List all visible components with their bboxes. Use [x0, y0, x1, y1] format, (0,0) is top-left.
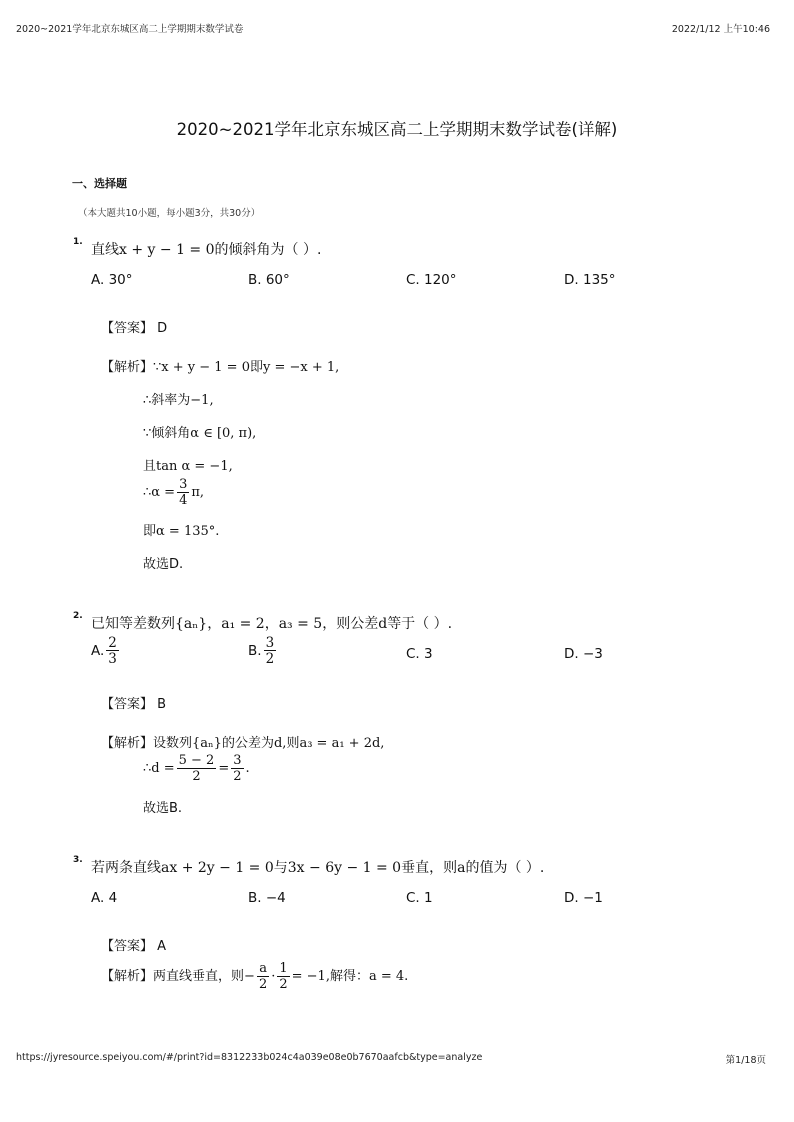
question-number: 3. — [73, 855, 83, 865]
question-2-stem — [91, 613, 452, 633]
q3-post: 的值为（ ）. — [465, 860, 545, 876]
q3-option-a: A. 4 — [91, 890, 118, 906]
q2-l1-a: 设数列 — [153, 736, 193, 751]
q2-seq: {aₙ} — [175, 616, 208, 632]
q1-equation: x + y − 1 = 0 — [119, 242, 215, 258]
q1-fraction — [177, 478, 189, 507]
q3-frac2-num: 1 — [279, 961, 288, 976]
footer-page-number: 第1/18页 — [725, 1055, 766, 1066]
q2-frac1-num: 5 − 2 — [178, 753, 215, 768]
q3-l1-e: a = 4. — [368, 969, 409, 985]
q1-l6-b: α = 135°. — [156, 524, 220, 539]
q1-l3-b: α ∈ [0, π), — [190, 426, 257, 441]
q3-fraction-2 — [277, 962, 289, 991]
q1-frac-den: 4 — [179, 492, 188, 508]
q1-analysis-line-2 — [143, 389, 214, 408]
header-doc-title: 2020~2021学年北京东城区高二上学期期末数学试卷 — [16, 24, 244, 35]
q1-analysis-line-5 — [143, 478, 204, 507]
q3-mid: 与 — [273, 860, 288, 876]
q2-fraction-2 — [231, 754, 243, 783]
q3-pre: 若两条直线 — [91, 860, 161, 876]
answer-tag: 【答案】 — [101, 939, 154, 954]
q1-l1-c: y = −x + 1, — [263, 360, 340, 375]
q2-opt-b-fraction — [264, 636, 277, 666]
q2-answer-value: B — [157, 697, 167, 712]
q2-option-a — [91, 636, 121, 666]
q1-analysis-line-6 — [143, 520, 219, 539]
q2-l1-d: d, — [273, 736, 287, 751]
q3-l1-b: − — [244, 969, 255, 985]
q1-analysis-line-3 — [143, 422, 256, 441]
q1-post: 的倾斜角为（ ）. — [214, 242, 322, 258]
answer-tag: 【答案】 — [101, 321, 154, 336]
q1-option-c: C. 120° — [406, 272, 457, 288]
q1-option-a: A. 30° — [91, 272, 133, 288]
q3-eq2: 3x − 6y − 1 = 0 — [287, 860, 402, 876]
footer-url: https://jyresource.speiyou.com/#/print?id=8312233b024c4a039e08e0b7670aafcb&type=analyze — [16, 1052, 483, 1063]
q2-option-d: D. −3 — [564, 646, 603, 662]
q2-l2-eq: = — [218, 761, 230, 777]
q2-frac2-den: 2 — [233, 768, 242, 784]
q2-cond: a₁ = 2，a₃ = 5 — [221, 616, 323, 632]
question-number: 1. — [73, 237, 83, 247]
q3-l1-a: 两直线垂直，则 — [153, 969, 245, 985]
q1-option-d: D. 135° — [564, 272, 616, 288]
q3-option-d: D. −1 — [564, 890, 603, 906]
q1-l4-a: 且 — [143, 459, 157, 474]
q2-opt-b-label: B. — [248, 643, 262, 660]
q1-l5-a: ∴α = — [143, 485, 176, 501]
q1-l1-b: 即 — [249, 360, 263, 375]
q1-analysis-line-7: 故选D. — [143, 557, 184, 572]
q2-option-b — [248, 636, 278, 666]
q1-pre: 直线 — [91, 242, 119, 258]
q1-l1-a: ∵x + y − 1 = 0 — [153, 360, 250, 375]
q1-l6-a: 即 — [143, 524, 157, 539]
analysis-tag: 【解析】 — [101, 360, 154, 375]
q1-l2-b: −1, — [190, 393, 214, 408]
question-number: 2. — [73, 611, 83, 621]
q2-l1-c: 的公差为 — [221, 736, 274, 751]
q3-answer — [101, 935, 166, 954]
q2-mid2: ，则公差 — [322, 616, 379, 632]
q1-l4-b: tan α = −1, — [156, 459, 233, 474]
q2-opt-b-den: 2 — [265, 651, 275, 668]
q2-fraction-1 — [177, 754, 217, 783]
q1-l3-a: ∵倾斜角 — [143, 426, 191, 441]
q2-analysis-line-2 — [143, 754, 250, 783]
q2-frac1-den: 2 — [177, 768, 217, 784]
q3-fraction-1 — [257, 962, 269, 991]
q3-mid2: 垂直，则 — [401, 860, 458, 876]
q3-answer-value: A — [157, 939, 167, 954]
q1-option-b: B. 60° — [248, 272, 290, 288]
q2-d: d — [378, 616, 388, 632]
q2-analysis-line-1 — [101, 732, 384, 751]
q2-post: 等于（ ）. — [387, 616, 453, 632]
q2-opt-a-fraction — [106, 636, 119, 666]
q3-dot: · — [271, 969, 276, 985]
answer-tag: 【答案】 — [101, 697, 154, 712]
q2-l1-f: a₃ = a₁ + 2d, — [299, 736, 385, 751]
q1-analysis-line-4 — [143, 455, 233, 474]
analysis-tag: 【解析】 — [101, 736, 154, 751]
q2-option-c: C. 3 — [406, 646, 433, 662]
q1-l5-b: π, — [191, 485, 205, 501]
q2-l1-b: {aₙ} — [192, 736, 222, 751]
analysis-tag: 【解析】 — [101, 969, 154, 985]
q2-answer — [101, 693, 166, 712]
q3-a: a — [457, 860, 466, 876]
q1-frac-num: 3 — [179, 477, 188, 492]
q2-opt-a-num: 2 — [108, 635, 117, 651]
q3-option-c: C. 1 — [406, 890, 433, 906]
q3-eq1: ax + 2y − 1 = 0 — [161, 860, 274, 876]
section-heading: 一、选择题 — [72, 177, 127, 190]
question-1-stem — [91, 239, 321, 259]
q1-answer-value: D — [157, 321, 168, 336]
q3-frac1-den: 2 — [258, 976, 268, 992]
q1-analysis-line-1 — [101, 356, 339, 375]
q2-frac2-num: 3 — [233, 753, 242, 768]
page-title: 2020~2021学年北京东城区高二上学期期末数学试卷(详解) — [176, 120, 618, 139]
q2-l1-e: 则 — [286, 736, 300, 751]
header-timestamp: 2022/1/12 上午10:46 — [671, 24, 770, 35]
q3-frac1-num: a — [259, 961, 267, 976]
q2-l2-end: . — [245, 761, 250, 777]
q2-analysis-line-3: 故选B. — [143, 801, 183, 816]
section-note: （本大题共10小题，每小题3分，共30分） — [78, 208, 261, 219]
q3-analysis-line-1 — [101, 962, 408, 991]
q2-mid: ， — [207, 616, 222, 632]
q2-opt-a-den: 3 — [108, 651, 117, 668]
q1-answer — [101, 317, 167, 336]
q3-l1-c: = −1, — [291, 969, 330, 985]
q2-opt-b-num: 3 — [265, 635, 275, 651]
question-3-stem — [91, 857, 544, 877]
q2-opt-a-label: A. — [91, 643, 105, 660]
q3-frac2-den: 2 — [279, 976, 288, 992]
q3-l1-d: 解得： — [329, 969, 369, 985]
q3-option-b: B. −4 — [248, 890, 286, 906]
q2-l2-a: ∴d = — [143, 761, 175, 777]
q1-l2-a: ∴斜率为 — [143, 393, 191, 408]
q2-pre: 已知等差数列 — [91, 616, 175, 632]
